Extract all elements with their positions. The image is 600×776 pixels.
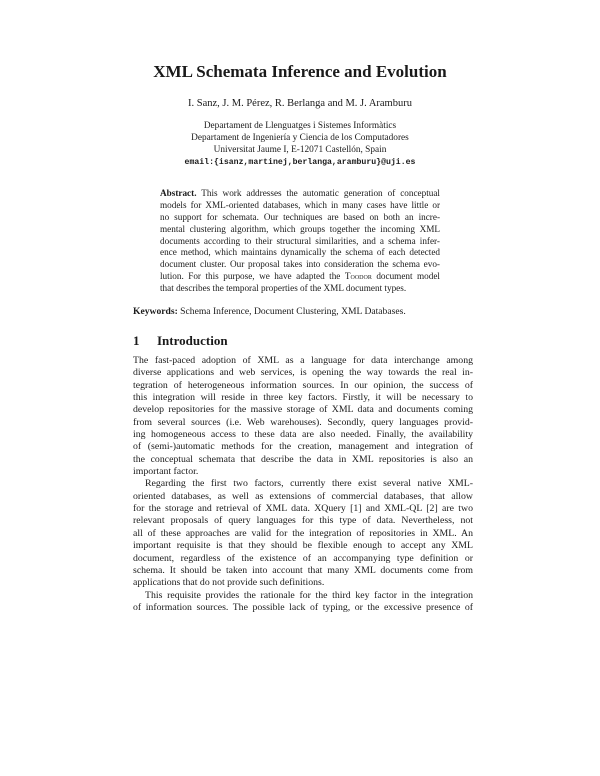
abstract-line: ence method, which maintains dynamically the schema of each detected	[160, 247, 440, 258]
abstract-line: models for XML-oriented databases, which in many cases have little or	[160, 199, 440, 210]
model-name: Toodor	[344, 271, 372, 282]
body-line: document, regardless of the existence of an accompanying type definition or	[133, 552, 473, 564]
keywords-label: Keywords:	[133, 306, 178, 317]
body-line: relevant proposals of query languages for this type of data. Nevertheless, not	[133, 515, 473, 527]
section-title: Introduction	[157, 333, 228, 348]
body-line: This requisite provides the rationale for the third key factor in the integration	[145, 589, 473, 601]
body-line: from several sources (i.e. Web warehouses). Secondly, query languages provid-	[133, 416, 473, 428]
body-line: of information sources. The possible lack of typing, or the excessive presence of	[133, 601, 473, 613]
abstract-line: that describes the temporal properties of the XML document types.	[160, 283, 407, 294]
body-line: applications that do not provide such definitions.	[133, 577, 325, 589]
abstract	[160, 188, 440, 295]
section-heading	[133, 333, 473, 349]
body-line: the conceptual schemata that describe the data in XML repositories is also an	[133, 453, 473, 465]
body-line: all of these approaches are valid for the integration of repositories in XML. An	[133, 527, 473, 539]
body-line: tegration of heterogeneous information sources. In our opinion, the success of	[133, 379, 473, 391]
affiliation-line: Universitat Jaume I, E-12071 Castellón, Spain	[213, 145, 387, 156]
affiliation-line: Departament de Llenguatges i Sistemes Informàtics	[203, 121, 397, 131]
abstract-line: document cluster. Our proposal takes into consideration the schema evo-	[160, 259, 440, 270]
body-line: for the storage and retrieval of XML data. XQuery [1] and XML-QL [2] are two	[133, 503, 473, 515]
body-line: of (semi-)automatic methods for the creation, management and integration of	[133, 441, 473, 453]
keywords-text: Schema Inference, Document Clustering, XML Databases.	[180, 306, 406, 317]
abstract-line: documents according to their structural similarities, and a schema infer-	[160, 235, 440, 246]
abstract-line: lution. For this purpose, we have adapted the Toodor document model	[160, 271, 440, 282]
body-line: Regarding the first two factors, currently there exist several native XML-	[145, 478, 473, 490]
email-address: email:{isanz,martinej,berlanga,aramburu}@uji.es	[184, 157, 416, 167]
abstract-line: Abstract. This work addresses the automatic generation of conceptual	[160, 188, 440, 198]
author-list: I. Sanz, J. M. Pérez, R. Berlanga and M. J. Aramburu	[188, 98, 412, 109]
body-text	[133, 355, 473, 614]
body-line: develop repositories for the massive storage of XML data and documents coming	[133, 404, 473, 416]
body-line: diverse applications and web services, is opening the way towards the real in-	[133, 367, 473, 379]
body-line: The fast-paced adoption of XML as a language for data interchange among	[133, 355, 473, 366]
abstract-label: Abstract.	[160, 188, 197, 198]
body-line: this integration will reside in three key factors. Firstly, it will be necessary to	[133, 392, 473, 404]
affiliation-block	[0, 120, 600, 169]
section-number: 1	[133, 333, 140, 348]
abstract-line: no support for schemata. Our techniques are based on both an incre-	[160, 211, 440, 222]
keywords	[133, 306, 473, 317]
abstract-line: mental clustering algorithm, which groups together the incoming XML	[160, 223, 440, 234]
body-line: important requisite is that they should be flexible enough to accept any XML	[133, 540, 473, 552]
body-line: ing homogeneous access to these data are also needed. Finally, the availability	[133, 429, 473, 441]
affiliation-line: Departament de Ingeniería y Ciencia de los Computadores	[191, 133, 409, 144]
paper-title: XML Schemata Inference and Evolution	[153, 62, 447, 81]
body-line: oriented databases, as well as extensions of commercial databases, that allow	[133, 490, 473, 502]
body-line: schema. It should be taken into account that many XML documents come from	[133, 564, 473, 576]
body-line: important factor.	[133, 466, 199, 478]
